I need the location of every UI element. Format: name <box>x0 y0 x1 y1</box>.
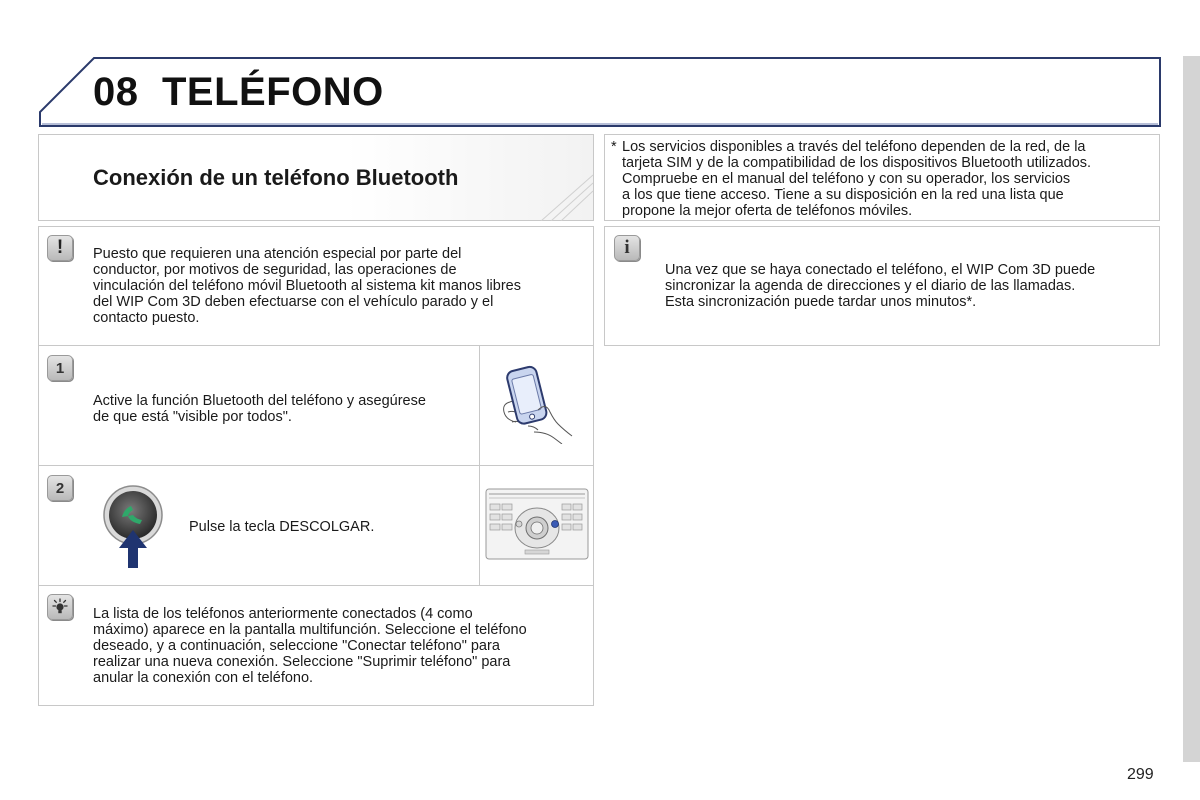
footnote-line: propone la mejor oferta de teléfonos móviles. <box>622 203 913 219</box>
info-line: Esta sincronización puede tardar unos minutos*. <box>665 294 977 310</box>
exclamation-icon: ! <box>47 235 73 261</box>
warning-line: del WIP Com 3D deben efectuarse con el vehículo parado y el <box>93 294 494 310</box>
warning-line: contacto puesto. <box>93 310 200 326</box>
phone-answer-button-icon <box>102 484 166 568</box>
tip-line: La lista de los teléfonos anteriormente conectados (4 como <box>93 606 473 622</box>
lightbulb-icon <box>47 594 73 620</box>
step-number-badge: 1 <box>47 355 73 381</box>
warning-line: Puesto que requieren una atención especial por parte del <box>93 246 462 262</box>
section-title-decoration <box>529 135 594 221</box>
step1-line: Active la función Bluetooth del teléfono y asegúrese <box>93 393 426 409</box>
info-icon: i <box>614 235 640 261</box>
chapter-edge-tab <box>1183 56 1200 762</box>
page-number: 299 <box>1127 766 1154 783</box>
hand-holding-phone-icon <box>498 362 578 444</box>
info-line: Una vez que se haya conectado el teléfono, el WIP Com 3D puede <box>665 262 1096 278</box>
tip-line: deseado, y a continuación, seleccione "Conectar teléfono" para <box>93 638 500 654</box>
warning-line: vinculación del teléfono móvil Bluetooth al sistema kit manos libres <box>93 278 521 294</box>
warning-line: conductor, por motivos de seguridad, las operaciones de <box>93 262 457 278</box>
info-line: sincronizar la agenda de direcciones y el diario de las llamadas. <box>665 278 1076 294</box>
section-title: Conexión de un teléfono Bluetooth <box>93 165 459 190</box>
footnote-line: a los que tiene acceso. Tiene a su disposición en la red una lista que <box>622 187 1064 203</box>
footnote-line: tarjeta SIM y de la compatibilidad de los dispositivos Bluetooth utilizados. <box>622 155 1092 171</box>
step2-text: Pulse la tecla DESCOLGAR. <box>189 519 375 535</box>
footnote-line: Compruebe en el manual del teléfono y con su operador, los servicios <box>622 171 1071 187</box>
tip-line: anular la conexión con el teléfono. <box>93 670 314 686</box>
step1-line: de que está "visible por todos". <box>93 409 292 425</box>
tip-line: realizar una nueva conexión. Seleccione "Suprimir teléfono" para <box>93 654 511 670</box>
chapter-number: 08 <box>93 70 139 114</box>
tip-line: máximo) aparece en la pantalla multifunción. Seleccione el teléfono <box>93 622 527 638</box>
footnote-marker: * <box>611 139 617 155</box>
step-number-badge: 2 <box>47 475 73 501</box>
footnote-line: Los servicios disponibles a través del teléfono dependen de la red, de la <box>622 139 1086 155</box>
chapter-title: TELÉFONO <box>162 70 384 114</box>
radio-control-panel-icon <box>485 488 589 560</box>
